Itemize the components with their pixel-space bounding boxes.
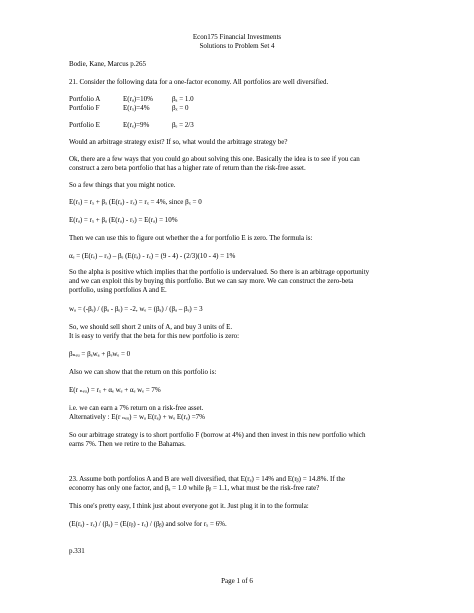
portfolio-e-name: Portfolio E	[69, 121, 100, 129]
paragraph-line: This one's pretty easy, I think just about everyone got it. Just plug it in to the formula:	[69, 502, 309, 510]
source-reference: Bodie, Kane, Marcus p.265	[69, 60, 146, 68]
equation-line: βₙₑᵤ = βₐwₐ + βₑwₑ = 0	[69, 350, 131, 358]
equation-line: (E(rₐ) - rₓ) / (βₐ) = (E(rᵦ) - rₓ) / (βᵦ) and solve for rₓ = 6%.	[69, 520, 227, 528]
portfolio-e-return: E(rₑ)=9%	[123, 121, 150, 129]
portfolio-a-name: Portfolio A	[69, 95, 101, 103]
arbitrage-question: Would an arbitrage strategy exist? If so, what would the arbitrage strategy be?	[69, 138, 288, 146]
equation-line: E(r ₙₑᵤ) = rₓ + αₑ wₑ + αₑ wₑ = 7%	[69, 386, 161, 394]
portfolio-a-beta: βₐ = 1.0	[172, 95, 194, 103]
equation-line: Alternatively : E(r ₙₑᵤ) = wₐ E(rₐ) + wₑ E(rₑ) =7%	[69, 413, 206, 421]
paragraph-line: So, we should sell short 2 units of A, and buy 3 units of E.	[69, 323, 233, 331]
equation-line: E(rₓ) = rₓ + βₓ (E(rₐ) - rₓ) = rₓ = 4%, since βₓ = 0	[69, 198, 202, 206]
paragraph-line: portfolio, using portfolios A and E.	[69, 286, 167, 294]
paragraph-line: construct a zero beta portfolio that has a higher rate of return than the risk-free asset.	[69, 164, 306, 172]
paragraph-line: i.e. we can earn a 7% return on a risk-free asset.	[69, 404, 204, 412]
page-reference: p.331	[69, 547, 85, 555]
equation-line: wₐ = (-βₑ) / (βₐ - βₑ) = -2, wₑ = (βₐ) / (βₐ – βₑ) = 3	[69, 305, 203, 313]
equation-line: E(rₐ) = rₓ + βₐ (E(rₐ) - rₓ) = E(rₐ) = 10%	[69, 216, 178, 224]
paragraph-line: Also we can show that the return on this portfolio is:	[69, 368, 217, 376]
question-23-text: economy has only one factor, and βₐ = 1.0 while βᵦ = 1.1, what must be the risk-free rate?	[69, 484, 320, 492]
portfolio-f-return: E(rₓ)=4%	[123, 104, 150, 112]
portfolio-f-name: Portfolio F	[69, 104, 100, 112]
equation-line: αₑ = (E(rₑ) – rₓ) – βₑ (E(rₐ) - rₓ) = (9 - 4) - (2/3)(10 - 4) = 1%	[69, 252, 236, 260]
question-23-text: 23. Assume both portfolios A and B are well diversified, that E(rₐ) = 14% and E(rᵦ) = 14.8%. If the	[69, 475, 345, 483]
paragraph-line: It is easy to verify that the beta for this new portfolio is zero:	[69, 332, 240, 340]
question-21-text: 21. Consider the following data for a one-factor economy. All portfolios are well diversified.	[69, 78, 329, 86]
doc-title: Solutions to Problem Set 4	[199, 42, 275, 50]
paragraph-line: So a few things that you might notice.	[69, 181, 176, 189]
paragraph-line: Then we can use this to figure out whether the a for portfolio E is zero. The formula is:	[69, 234, 313, 242]
portfolio-e-beta: βₑ = 2/3	[172, 121, 194, 129]
page-footer: Page 1 of 6	[221, 577, 253, 585]
paragraph-line: So the alpha is positive which implies that the portfolio is undervalued. So there is an arbitrage opportunity	[69, 268, 370, 276]
paragraph-line: and we can exploit this by buying this portfolio. But we can say more. We can construct the zero-beta	[69, 277, 354, 285]
paragraph-line: earns 7%. Then we retire to the Bahamas.	[69, 440, 186, 448]
portfolio-f-beta: βₓ = 0	[172, 104, 189, 112]
portfolio-a-return: E(rₐ)=10%	[123, 95, 153, 103]
paragraph-line: So our arbitrage strategy is to short portfolio F (borrow at 4%) and then invest in this new portfolio which	[69, 431, 366, 439]
course-title: Econ175 Financial Investments	[192, 33, 282, 41]
paragraph-line: Ok, there are a few ways that you could go about solving this one. Basically the idea is to see if you can	[69, 155, 360, 163]
